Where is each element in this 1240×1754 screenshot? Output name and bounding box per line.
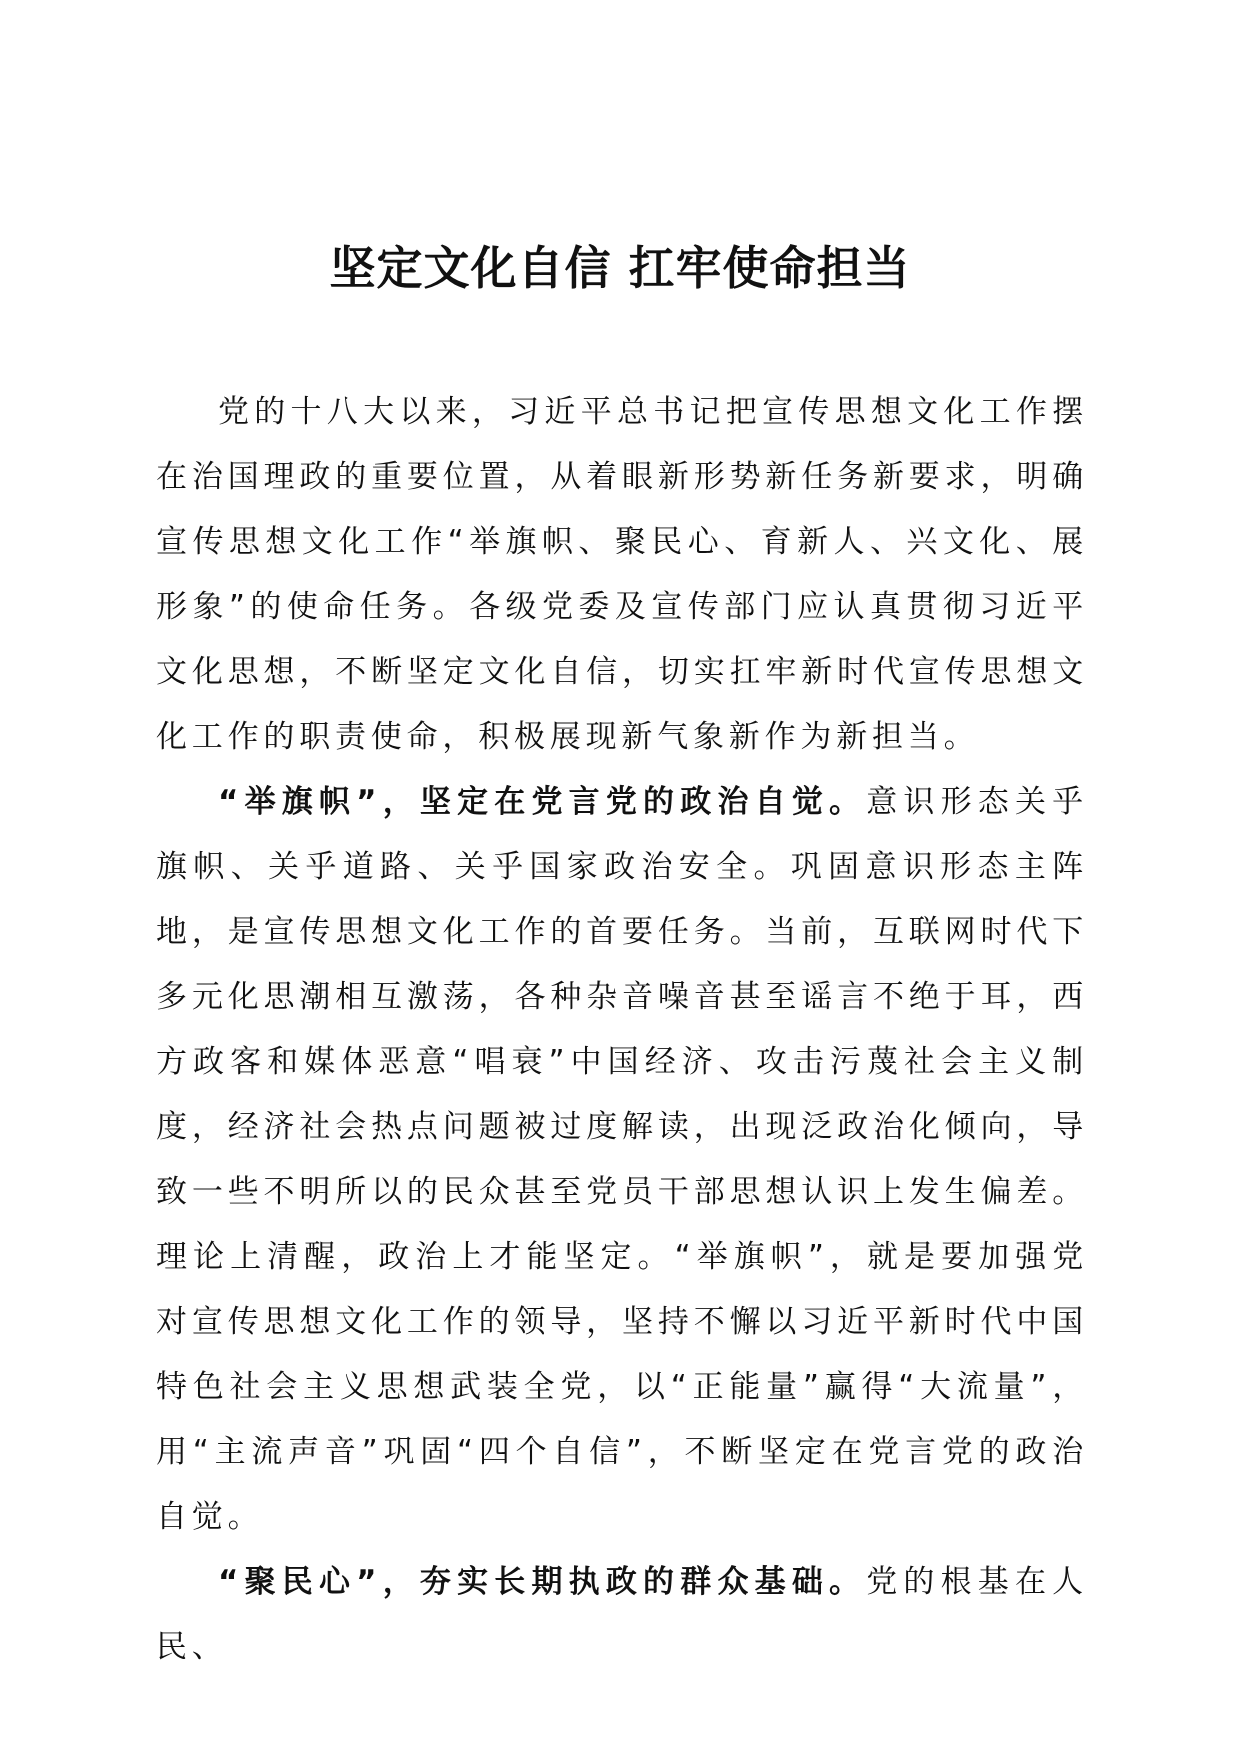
paragraph-raise-banner bbox=[156, 770, 1088, 1550]
paragraph-unite-people bbox=[156, 1550, 1088, 1680]
document-body bbox=[156, 380, 1088, 1680]
paragraph-lead: “聚民心”，夯实长期执政的群众基础。 bbox=[218, 1564, 867, 1600]
paragraph-text: 意识形态关乎旗帜、关乎道路、关乎国家政治安全。巩固意识形态主阵地，是宣传思想文化工作的首要任务。当前，互联网时代下多元化思潮相互激荡，各种杂音噪音甚至谣言不绝于耳，西方政客和媒体恶意“唱衰”中国经济、攻击污蔑社会主义制度，经济社会热点问题被过度解读，出现泛政治化倾向，导致一些不明所以的民众甚至党员干部思想认识上发生偏差。理论上清醒，政治上才能坚定。“举旗帜”，就是要加强党对宣传思想文化工作的领导，坚持不懈以习近平新时代中国特色社会主义思想武装全党，以“正能量”赢得“大流量”，用“主流声音”巩固“四个自信”，不断坚定在党言党的政治自觉。 bbox=[156, 784, 1088, 1535]
document-title: 坚定文化自信 扛牢使命担当 bbox=[329, 241, 911, 295]
paragraph-text: 党的根基在人民、 bbox=[156, 1564, 1088, 1665]
paragraph-text: 党的十八大以来，习近平总书记把宣传思想文化工作摆在治国理政的重要位置，从着眼新形势新任务新要求，明确宣传思想文化工作“举旗帜、聚民心、育新人、兴文化、展形象”的使命任务。各级党委及宣传部门应认真贯彻习近平文化思想，不断坚定文化自信，切实扛牢新时代宣传思想文化工作的职责使命，积极展现新气象新作为新担当。 bbox=[156, 394, 1088, 755]
paragraph-lead: “举旗帜”，坚定在党言党的政治自觉。 bbox=[218, 784, 867, 820]
paragraph-intro bbox=[156, 380, 1088, 770]
